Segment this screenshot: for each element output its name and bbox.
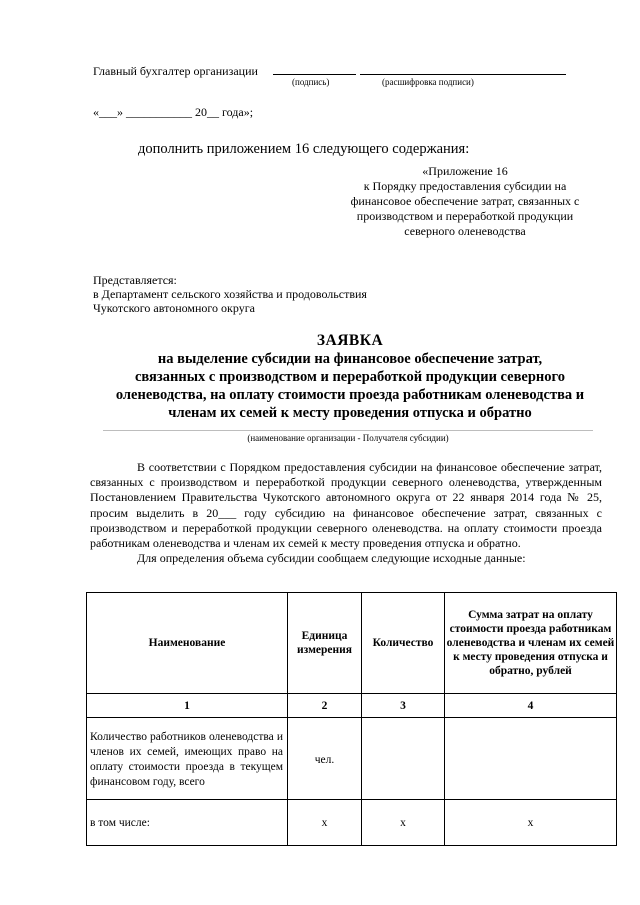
submitted-line: Чукотского автономного округа (93, 301, 255, 315)
organization-name-caption: (наименование организации - Получателя субсидии) (247, 433, 449, 443)
table-row (87, 718, 617, 800)
header-unit: Единица измерения (288, 593, 362, 694)
column-number: 3 (362, 694, 445, 718)
appendix-line: финансовое обеспечение затрат, связанных с (350, 194, 580, 208)
body-paragraph: Для определения объема субсидии сообщаем следующие исходные данные: (137, 551, 526, 566)
title-line: членам их семей к месту проведения отпуска и обратно (168, 405, 532, 421)
column-number: 2 (288, 694, 362, 718)
signature-line (273, 74, 356, 75)
signature-transcript-caption: (расшифровка подписи) (382, 77, 474, 87)
row-quantity: х (362, 800, 445, 846)
date-line: «___» ___________ 20__ года»; (93, 105, 254, 119)
submitted-line: в Департамент сельского хозяйства и продовольствия (93, 287, 367, 301)
submitted-line: Представляется: (93, 273, 177, 287)
row-unit: х (288, 800, 362, 846)
title-line: связанных с производством и переработкой продукции северного (134, 369, 566, 385)
header-name: Наименование (87, 593, 288, 694)
source-data-table (86, 592, 617, 846)
body-paragraph: В соответствии с Порядком предоставления субсидии на финансовое обеспечение затрат, связанных с производством и переработкой продукции северного оленеводства, утвержденным Постановлением Правительства Чукотского автономного округа от 22 января 2014 года № 25, просим выделить в 20___ году субсидию на финансовое обеспечение затрат, связанных с производством и переработкой продукции северного оленеводства. на оплату стоимости проезда работникам оленеводства и членам их семей к месту проведения отпуска и обратно. (90, 460, 602, 551)
supplement-instruction: дополнить приложением 16 следующего содержания: (138, 141, 470, 157)
submitted-to-block (93, 273, 367, 315)
table-header-row (87, 593, 617, 694)
appendix-line: «Приложение 16 (422, 164, 508, 178)
header-sum: Сумма затрат на оплату стоимости проезда работникам оленеводства и членам их семей к месту проведения отпуска и обратно, рублей (445, 593, 617, 694)
row-quantity (362, 718, 445, 800)
signature-transcript-line (360, 74, 566, 75)
header-quantity: Количество (362, 593, 445, 694)
signature-caption: (подпись) (292, 77, 330, 87)
table-row (87, 800, 617, 846)
document-title (90, 332, 610, 422)
row-name: в том числе: (87, 800, 288, 846)
row-unit: чел. (288, 718, 362, 800)
column-number: 1 (87, 694, 288, 718)
title-head: ЗАЯВКА (316, 332, 384, 349)
column-number: 4 (445, 694, 617, 718)
organization-name-line (103, 430, 593, 431)
appendix-heading (320, 164, 610, 239)
appendix-line: к Порядку предоставления субсидии на (363, 179, 567, 193)
title-line: на выделение субсидии на финансовое обеспечение затрат, (157, 351, 543, 367)
request-body (90, 460, 602, 566)
appendix-line: производством и переработкой продукции (356, 209, 574, 223)
row-sum: х (445, 800, 617, 846)
appendix-line: северного оленеводства (404, 224, 526, 238)
title-line: оленеводства, на оплату стоимости проезда работникам оленеводства и (115, 387, 585, 403)
row-sum (445, 718, 617, 800)
chief-accountant-label: Главный бухгалтер организации (93, 64, 258, 78)
row-name: Количество работников оленеводства и членов их семей, имеющих право на оплату стоимости проезда в текущем финансовом году, всего (87, 718, 288, 800)
table-column-numbers (87, 694, 617, 718)
